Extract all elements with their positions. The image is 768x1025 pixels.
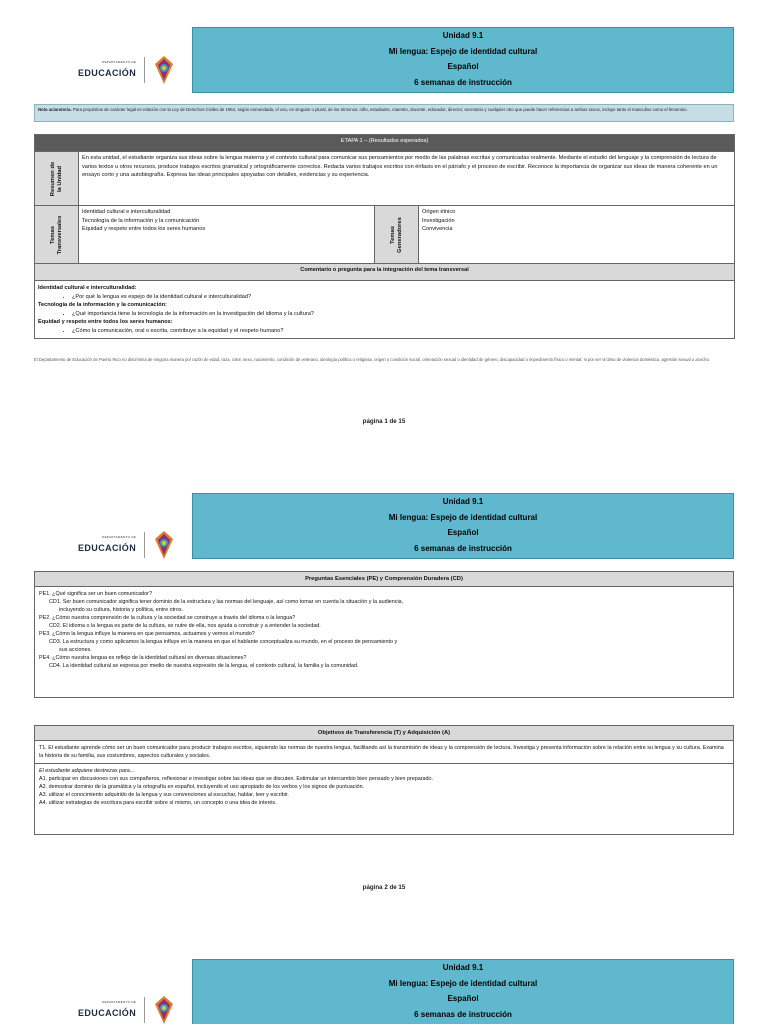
pe4: PE4. ¿Cómo nuestra lengua es reflejo de la identidad cultural en diversas situaciones? [39, 655, 247, 661]
pe1: PE1. ¿Qué significa ser un buen comunicador? [39, 591, 152, 597]
essential-questions-box [34, 571, 734, 698]
transversal-item: Equidad y respeto entre todos los seres humanos [82, 226, 206, 233]
generator-item: Origen étnico [422, 209, 456, 215]
unit-summary: En esta unidad, el estudiante organiza sus ideas sobre la lengua materna y el contexto cultural para comunicar sus pensamientos por medio de las palabras escritas y comunicadas oralmente. Mediante el estudio del lenguaje y la comprensión de lectura de varios textos u otros recursos, produce trabajos escritos gramatical y ortográficamente correctos. Redacta varios trabajos escritos con énfasis en el párrafo y el proceso de escribir. Reconoce la importancia de organizar sus ideas de manera coherente en un ensayo corto y una autobiografía. Expresa las ideas principales apoyadas con detalles, evidencias y su experiencia. [79, 152, 735, 206]
comment-question: • ¿Qué importancia tiene la tecnología de la información en la investigación del idioma y la cultura? [72, 310, 731, 319]
cd1-continued: incluyendo su cultura, historia y política, entre otros. [59, 607, 184, 613]
transversal-item: Identidad cultural e interculturalidad [82, 209, 171, 215]
objectives-title: Objetivos de Transferencia (T) y Adquisición (A) [35, 726, 733, 741]
unit-name: Mi lengua: Espejo de identidad cultural [388, 512, 538, 522]
unit-title-box [192, 493, 734, 559]
cd3-continued: sus acciones. [59, 647, 92, 653]
essential-questions-title: Preguntas Esenciales (PE) y Comprensión Duradera (CD) [35, 572, 733, 587]
subject: Español [447, 528, 479, 537]
cd2: CD2. El idioma o la lengua es parte de la cultura, se nutre de ella, nos ayuda a construir y a entender la sociedad. [49, 623, 321, 629]
unit-title-box [192, 27, 734, 93]
page-number: página 2 de 15 [362, 884, 406, 891]
logo-big-text: EDUCACIÓN [78, 1007, 137, 1018]
transversal-item: Tecnología de la información y la comunicación [82, 217, 200, 224]
seal-icon [153, 995, 175, 1025]
comment-heading: Tecnología de la información y la comunicación: [38, 302, 167, 309]
transversal-label: Temas Transversales [49, 215, 63, 254]
duration: 6 semanas de instrucción [414, 77, 512, 87]
subject: Español [447, 994, 479, 1003]
department-logo [78, 995, 175, 1025]
department-logo [78, 55, 175, 85]
duration: 6 semanas de instrucción [414, 543, 512, 553]
comment-title: Comentario o pregunta para la integración del tema transversal [35, 264, 735, 281]
logo-small-text: DEPARTAMENTO DE [102, 534, 137, 539]
cd1: CD1. Ser buen comunicador significa tener dominio de la estructura y las normas del lenguaje, así como tomar en cuenta la situación y la audiencia, [49, 599, 404, 605]
objective-a2: A2. demostrar dominio de la gramática y la ortografía en español, incluyendo el uso apropiado de los verbos y los signos de puntuación. [39, 784, 365, 790]
logo-small-text: DEPARTAMENTO DE [102, 59, 137, 64]
logo-big-text: EDUCACIÓN [78, 542, 137, 553]
non-discrimination-disclaimer: El Departamento de Educación de Puerto Rico no discrimina de ninguna manera por razón de edad, raza, color, sexo, nacimiento, condición de veterano, ideología política o religiosa, origen o condición social, orientación sexual o identidad de género, discapacidad o impedimento físico o mental; ni por ser víctima de violencia doméstica, agresión sexual o acecho. [34, 357, 710, 362]
department-logo [78, 530, 175, 560]
seal-icon [153, 530, 175, 560]
acquisition-intro: El estudiante adquiere destrezas para... [39, 768, 135, 774]
summary-label: Resumen de la Unidad [49, 161, 63, 196]
unit-name: Mi lengua: Espejo de identidad cultural [388, 978, 538, 988]
comment-heading: Equidad y respeto entre todos los seres humanos: [38, 319, 173, 326]
cd4: CD4. La identidad cultural se expresa por medio de nuestra expresión de la lengua, el contexto cultural, la familia y la comunidad. [49, 663, 359, 669]
pe2: PE2. ¿Cómo nuestra comprensión de la cultura y la sociedad se construye a través del idioma o la lengua? [39, 615, 296, 621]
comments-cell [35, 281, 735, 339]
generators-label: Temas Generadores [389, 216, 403, 253]
page-number: página 1 de 15 [362, 418, 406, 425]
duration: 6 semanas de instrucción [414, 1009, 512, 1019]
stage1-title: ETAPA 1 – (Resultados esperados) [35, 135, 735, 152]
objective-a1: A1. participar en discusiones con sus compañeros, reflexionar e investigar sobre las ideas que se discuten. Estimular un intercambio bien pensado y bien preparado. [39, 776, 434, 782]
objectives-box [34, 725, 734, 835]
note-label: Nota aclaratoria. [38, 107, 72, 112]
generators-list [419, 206, 735, 264]
unit-number: Unidad 9.1 [442, 963, 484, 972]
unit-number: Unidad 9.1 [442, 497, 484, 506]
objective-a3: A3. utilizar el conocimiento adquirido de la lengua y sus convenciones al escuchar, hablar, leer y escribir. [39, 792, 289, 798]
unit-number: Unidad 9.1 [442, 31, 484, 40]
transversal-list [79, 206, 375, 264]
subject: Español [447, 62, 479, 71]
comment-question: • ¿Cómo la comunicación, oral o escrita, contribuye a la equidad y el respeto humano? [72, 327, 731, 336]
note-text: Para propósitos de carácter legal en relación con la Ley de Derechos Civiles de 1964, según enmendada, el uso, en singular o plural, de los términos: niño, estudiante, maestro, docente, educador, director, secretario y cualquier otro que puede hacer referencias a ambos sexos, incluye tanto el masculino como el femenino. [71, 107, 688, 112]
logo-big-text: EDUCACIÓN [78, 67, 137, 78]
comment-heading: Identidad cultural e interculturalidad: [38, 285, 137, 291]
clarifying-note [34, 104, 734, 122]
objective-t1: T1. El estudiante aprende cómo ser un buen comunicador para producir trabajos escritos, siguiendo las normas de nuestra lengua, facilitando así la transmisión de ideas y la comprensión de lectura. Investiga y presenta información sobre la relación entre su lengua y su cultura. Examina la historia de su familia, sus costumbres, aspectos culturales y sociales. [39, 745, 724, 759]
cd3: CD3. La estructura y como aplicamos la lengua influye en la manera en que el hablante conceptualiza su mundo, en el proceso de pensamiento y [49, 639, 398, 645]
objective-a4: A4. utilizar estrategias de escritura para escribir sobre sí mismo, un concepto o una idea de interés. [39, 800, 277, 806]
unit-name: Mi lengua: Espejo de identidad cultural [388, 46, 538, 56]
seal-icon [153, 55, 175, 85]
stage1-table [34, 134, 735, 339]
generator-item: Convivencia [422, 226, 453, 233]
pe3: PE3. ¿Cómo la lengua influye la manera en que pensamos, actuamos y vemos el mundo? [39, 631, 255, 637]
comment-question: • ¿Por qué la lengua es espejo de la identidad cultural e interculturalidad? [72, 293, 731, 302]
unit-title-box [192, 959, 734, 1024]
generator-item: Investigación [422, 217, 455, 224]
logo-small-text: DEPARTAMENTO DE [102, 999, 137, 1004]
